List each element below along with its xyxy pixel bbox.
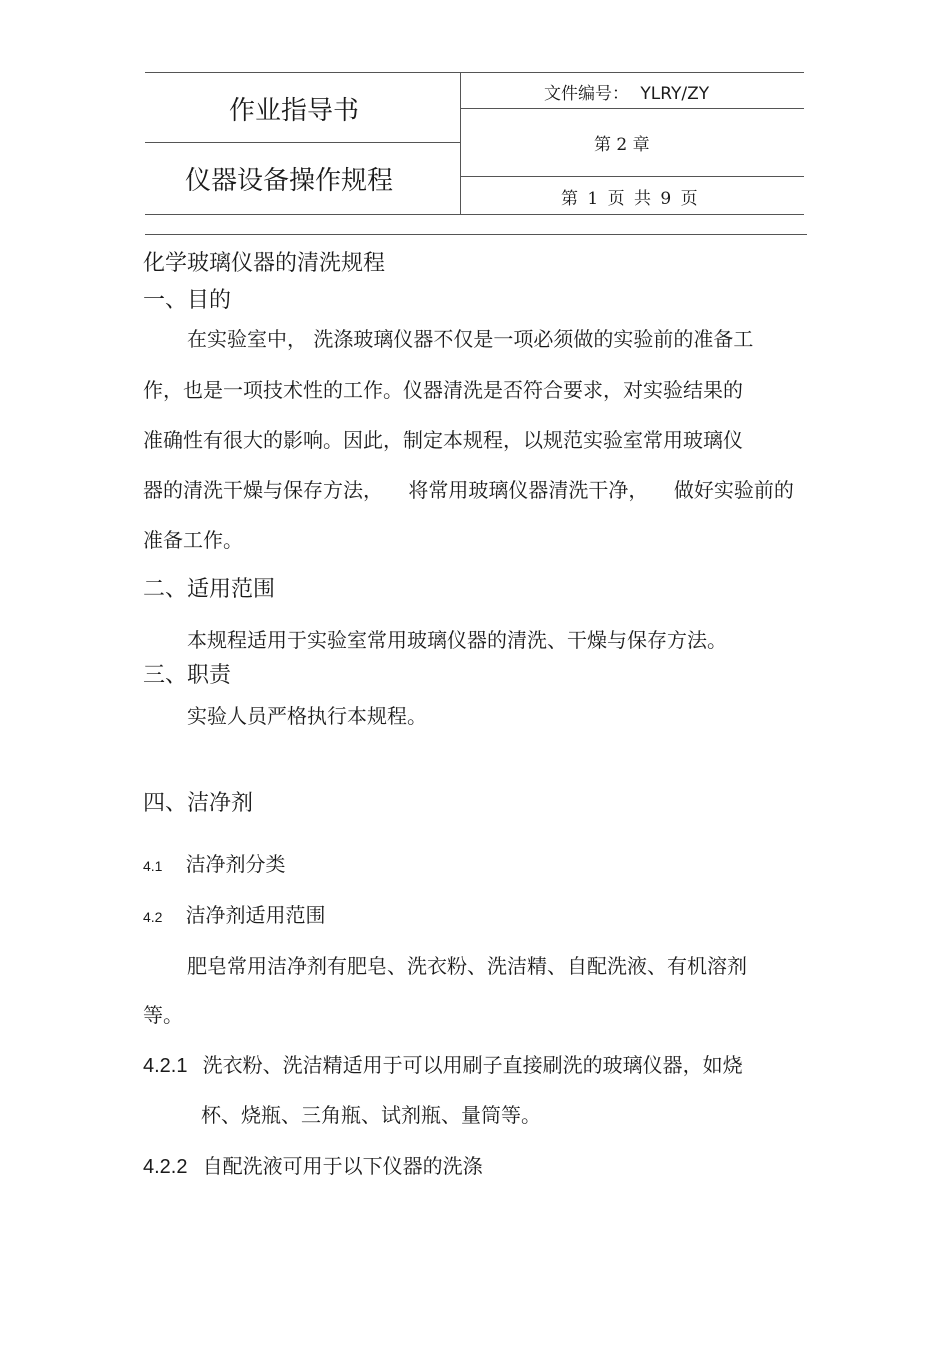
doc-number <box>544 79 709 104</box>
header-title: 作业指导书 <box>229 96 360 126</box>
header-bottom-rule <box>145 214 804 215</box>
subsection-title: 洁净剂适用范围 <box>185 903 326 927</box>
doc-number-label: 文件编号： <box>544 84 629 104</box>
document-title: 化学玻璃仪器的清洗规程 <box>143 251 386 276</box>
section-heading-purpose: 一、目的 <box>143 288 232 313</box>
subsection-text: 洗衣粉、洗洁精适用于可以用刷子直接刷洗的玻璃仪器，如烧 <box>202 1053 743 1077</box>
paragraph-line: 杯、烧瓶、三角瓶、试剂瓶、量筒等。 <box>201 1103 541 1127</box>
header-mid-rule-left <box>145 142 460 143</box>
header-subtitle: 仪器设备操作规程 <box>185 166 394 196</box>
section-heading-scope: 二、适用范围 <box>143 577 276 602</box>
section-heading-duties: 三、职责 <box>143 663 232 688</box>
subsection-4-2-1 <box>143 1049 743 1078</box>
paragraph-line: 本规程适用于实验室常用玻璃仪器的清洗、干燥与保存方法。 <box>187 628 727 652</box>
header-top-rule <box>145 72 804 73</box>
subsection-number: 4.2.2 <box>143 1156 188 1178</box>
subsection-4-1 <box>143 848 286 877</box>
subsection-title: 洁净剂分类 <box>185 852 286 876</box>
subsection-text: 自配洗液可用于以下仪器的洗涤 <box>202 1154 483 1178</box>
header-rule-right-2 <box>460 176 804 177</box>
paragraph-line: 器的清洗干燥与保存方法， 将常用玻璃仪器清洗干净， 做好实验前的 <box>143 478 794 502</box>
paragraph-line: 肥皂常用洁净剂有肥皂、洗衣粉、洗洁精、自配洗液、有机溶剂 <box>187 954 747 978</box>
paragraph-line: 准确性有很大的影响。因此，制定本规程，以规范实验室常用玻璃仪 <box>143 428 743 452</box>
section-heading-detergents: 四、洁净剂 <box>143 791 254 816</box>
subsection-number: 4.2 <box>143 909 163 925</box>
paragraph-line: 作，也是一项技术性的工作。仪器清洗是否符合要求，对实验结果的 <box>143 378 743 402</box>
paragraph-line: 在实验室中， 洗涤玻璃仪器不仅是一项必须做的实验前的准备工 <box>187 327 754 351</box>
subsection-number: 4.2.1 <box>143 1055 188 1077</box>
header-separator-rule <box>145 234 807 235</box>
doc-number-value: YLRY/ZY <box>640 84 710 104</box>
header-divider <box>460 72 461 215</box>
paragraph-line: 等。 <box>143 1003 183 1027</box>
subsection-4-2 <box>143 899 326 928</box>
paragraph-line: 实验人员严格执行本规程。 <box>187 704 427 728</box>
subsection-number: 4.1 <box>143 858 163 874</box>
page-info: 第 1 页 共 9 页 <box>561 189 700 209</box>
header-rule-right-1 <box>460 108 804 109</box>
paragraph-line: 准备工作。 <box>143 528 243 552</box>
chapter-label: 第 2 章 <box>594 135 650 155</box>
subsection-4-2-2 <box>143 1150 483 1179</box>
